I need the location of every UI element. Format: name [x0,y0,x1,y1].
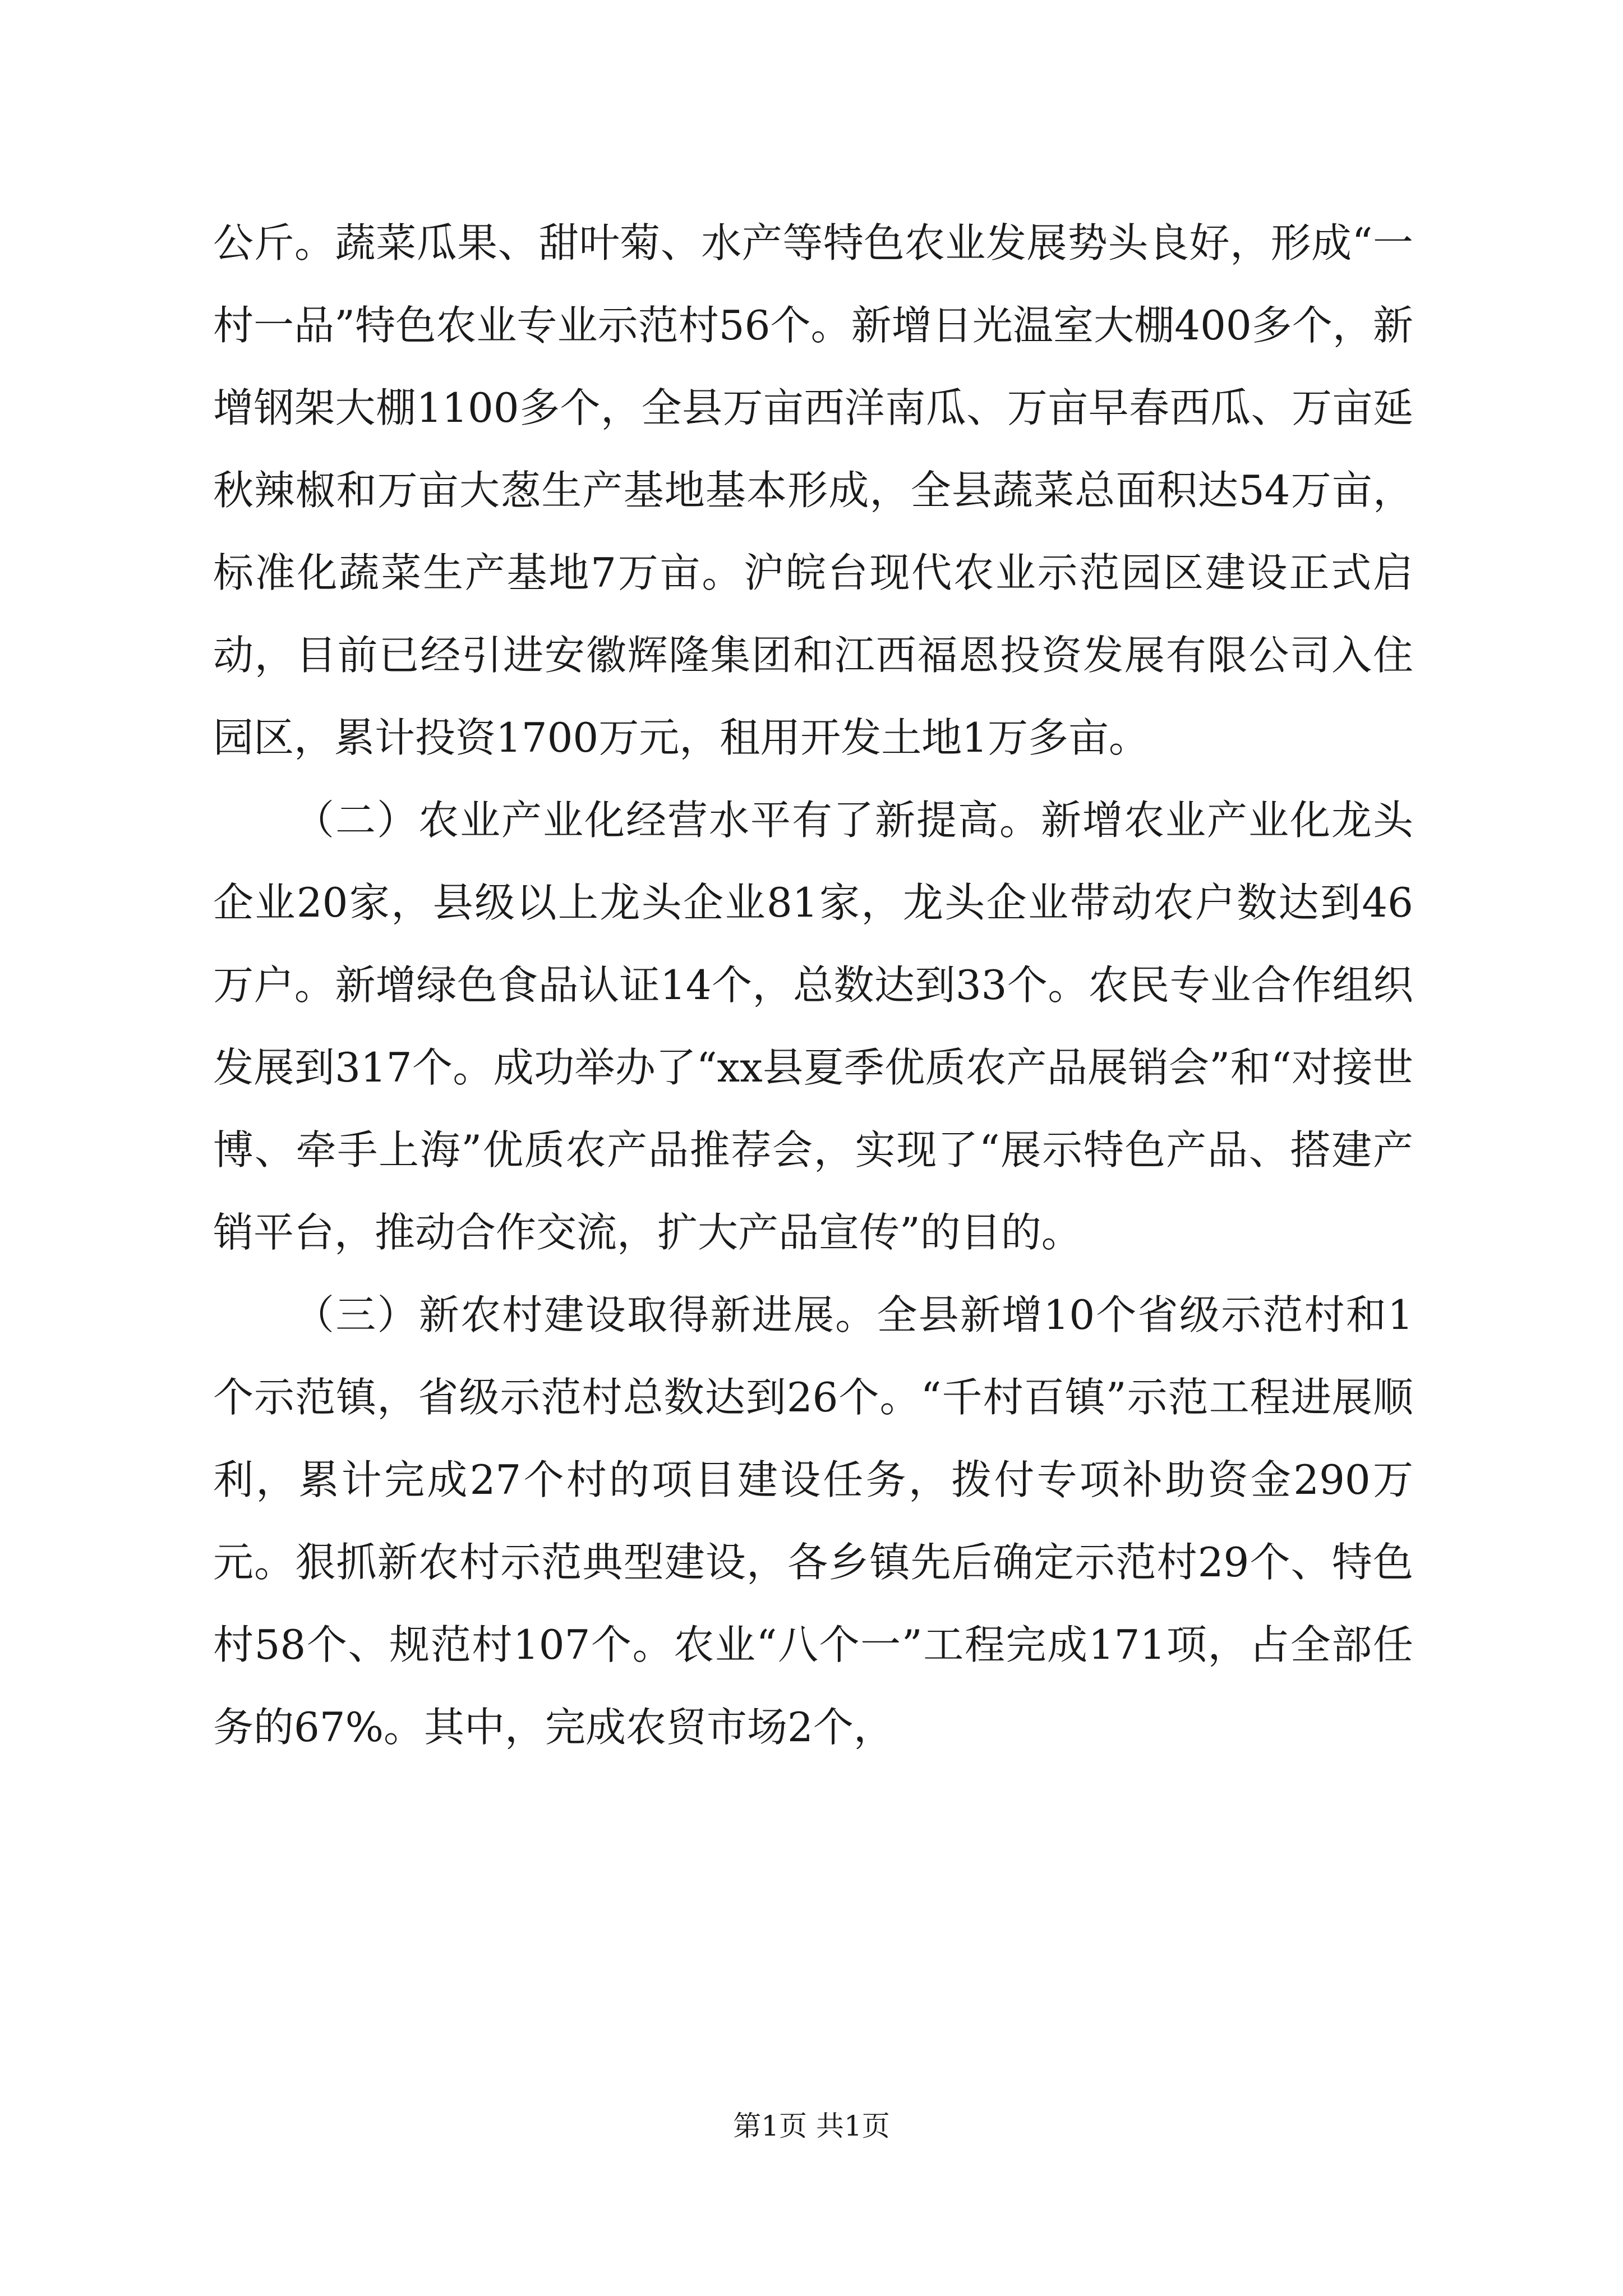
paragraph-industrialization: （二）农业产业化经营水平有了新提高。新增农业产业化龙头企业20家，县级以上龙头企业81家，龙头企业带动农户数达到46万户。新增绿色食品认证14个，总数达到33个。农民专业合作组织发展到317个。成功举办了“xx县夏季优质农产品展销会”和“对接世博、牵手上海”优质农产品推荐会，实现了“展示特色产品、搭建产销平台，推动合作交流，扩大产品宣传”的目的。 [213,797,1413,1256]
paragraph-new-rural-construction: （三）新农村建设取得新进展。全县新增10个省级示范村和1个示范镇，省级示范村总数达到26个。“千村百镇”示范工程进展顺利，累计完成27个村的项目建设任务，拨付专项补助资金290万元。狠抓新农村示范典型建设，各乡镇先后确定示范村29个、特色村58个、规范村107个。农业“八个一”工程完成171项，占全部任务的67%。其中，完成农贸市场2个， [213,1291,1413,1751]
paragraph-continued: 公斤。蔬菜瓜果、甜叶菊、水产等特色农业发展势头良好，形成“一村一品”特色农业专业示范村56个。新增日光温室大棚400多个，新增钢架大棚1100多个，全县万亩西洋南瓜、万亩早春西瓜、万亩延秋辣椒和万亩大葱生产基地基本形成，全县蔬菜总面积达54万亩，标准化蔬菜生产基地7万亩。沪皖台现代农业示范园区建设正式启动，目前已经引进安徽辉隆集团和江西福恩投资发展有限公司入住园区，累计投资1700万元，租用开发土地1万多亩。 [213,219,1413,761]
body-text [213,202,1413,1769]
page-footer: 第1页 共1页 [733,2110,890,2142]
